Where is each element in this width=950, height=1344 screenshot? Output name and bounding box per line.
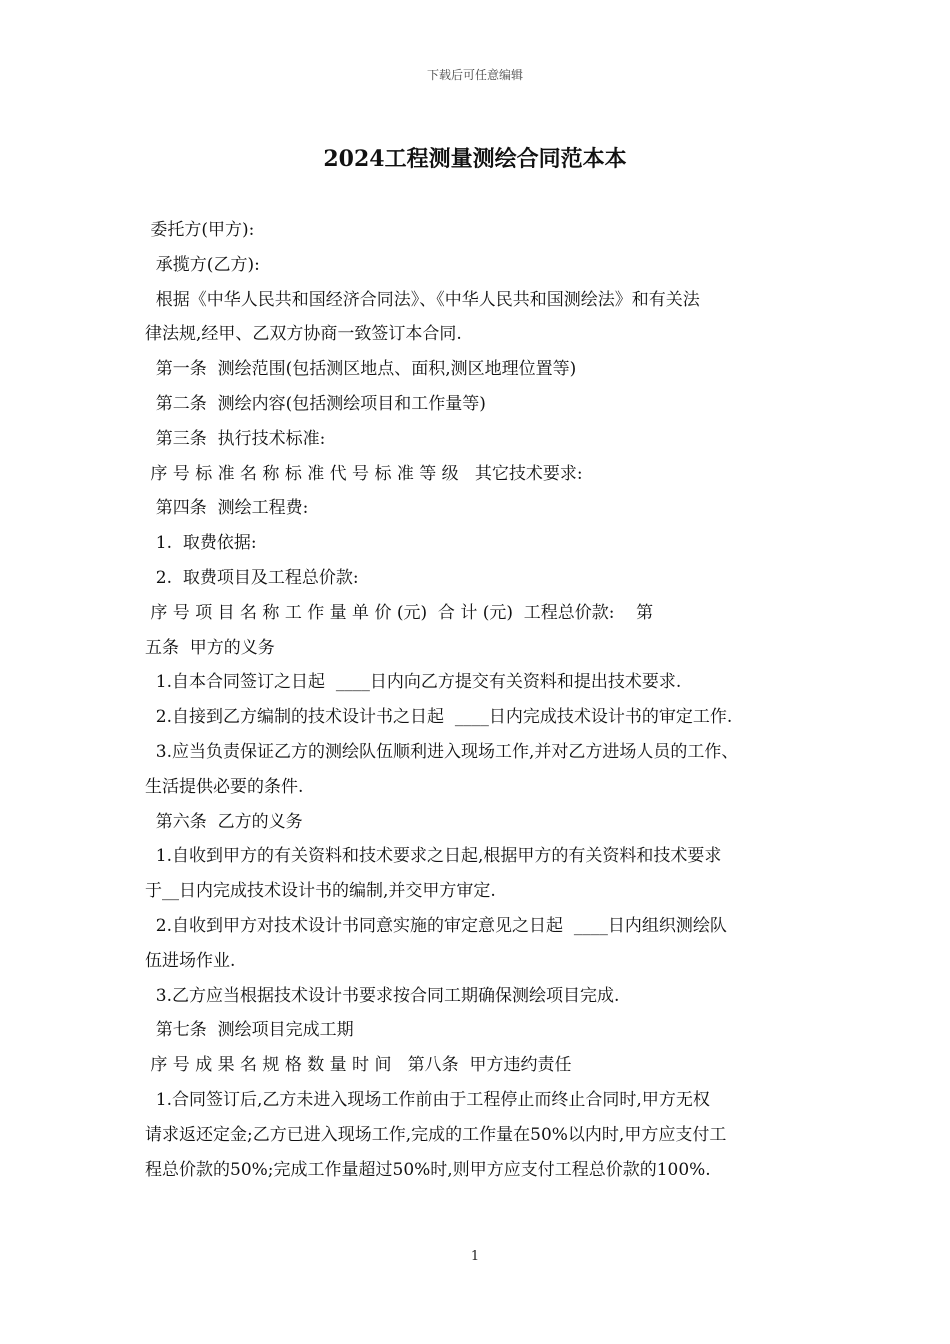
body-line: 3.应当负责保证乙方的测绘队伍顺利进入现场工作,并对乙方进场人员的工作、 (145, 741, 739, 762)
body-line: 1.合同签订后,乙方未进入现场工作前由于工程停止而终止合同时,甲方无权 (145, 1089, 710, 1110)
body-line: 2. 取费项目及工程总价款: (145, 567, 359, 588)
body-line: 第一条 测绘范围(包括测区地点、面积,测区地理位置等) (145, 359, 577, 380)
body-line: 委托方(甲方): (145, 220, 255, 240)
document-title: 2024工程测量测绘合同范本本 (323, 146, 627, 172)
body-line: 第六条 乙方的义务 (145, 811, 303, 832)
body-line: 根据《中华人民共和国经济合同法》、《中华人民共和国测绘法》和有关法 (145, 289, 700, 310)
download-note: 下载后可任意编辑 (426, 68, 523, 82)
body-line: 请求返还定金;乙方已进入现场工作,完成的工作量在50%以内时,甲方应支付工 (145, 1124, 727, 1145)
page-number: 1 (470, 1249, 480, 1264)
body-line: 第四条 测绘工程费: (145, 498, 309, 519)
body-line: 第三条 执行技术标准: (145, 428, 326, 449)
body-line: 第七条 测绘项目完成工期 (145, 1020, 354, 1041)
body-line: 第二条 测绘内容(包括测绘项目和工作量等) (145, 393, 486, 414)
body-line: 2.自接到乙方编制的技术设计书之日起 ____日内完成技术设计书的审定工作. (145, 707, 733, 728)
body-line: 伍进场作业. (145, 950, 236, 971)
contract-body (145, 213, 821, 1187)
body-line: 五条 甲方的义务 (145, 637, 275, 658)
body-line: 序 号 项 目 名 称 工 作 量 单 价 (元) 合 计 (元) 工程总价款: 第 (145, 602, 654, 623)
body-line: 于__日内完成技术设计书的编制,并交甲方审定. (145, 881, 496, 902)
body-line: 程总价款的50%;完成工作量超过50%时,则甲方应支付工程总价款的100%. (145, 1159, 711, 1180)
body-line: 2.自收到甲方对技术设计书同意实施的审定意见之日起 ____日内组织测绘队 (145, 915, 727, 936)
body-line: 1.自本合同签订之日起 ____日内向乙方提交有关资料和提出技术要求. (145, 672, 682, 693)
body-line: 律法规,经甲、乙双方协商一致签订本合同. (145, 324, 462, 345)
body-line: 1.自收到甲方的有关资料和技术要求之日起,根据甲方的有关资料和技术要求 (145, 846, 722, 867)
body-line: 承揽方(乙方): (145, 254, 260, 275)
body-line: 序 号 成 果 名 规 格 数 量 时 间 第八条 甲方违约责任 (145, 1055, 572, 1076)
body-line: 3.乙方应当根据技术设计书要求按合同工期确保测绘项目完成. (145, 985, 620, 1006)
body-line: 序 号 标 准 名 称 标 准 代 号 标 准 等 级 其它技术要求: (145, 463, 583, 484)
body-line: 生活提供必要的条件. (145, 776, 304, 797)
body-line: 1. 取费依据: (145, 533, 257, 554)
